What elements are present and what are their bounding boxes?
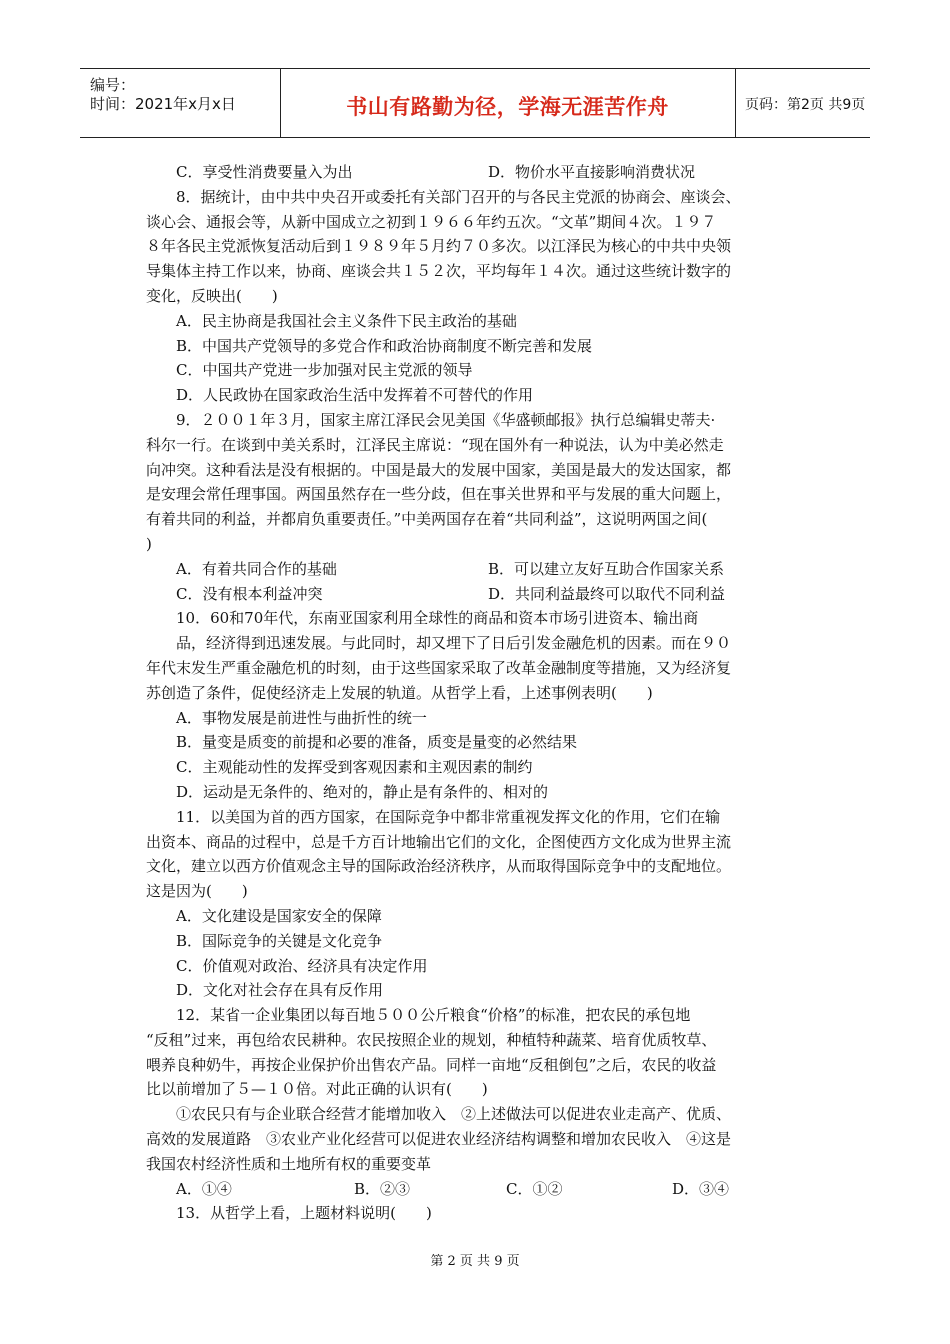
page-info: 页码：第2页 共9页 bbox=[745, 97, 866, 113]
option-d: D．物价水平直接影响消费状况 bbox=[488, 163, 696, 181]
options-row bbox=[146, 582, 810, 607]
option-c: C．主观能动性的发挥受到客观因素和主观因素的制约 bbox=[176, 758, 533, 777]
options-row bbox=[146, 1177, 810, 1202]
header-motto-cell bbox=[280, 69, 736, 137]
option-d: D．文化对社会存在具有反作用 bbox=[176, 981, 384, 1000]
question-8-text: 导集体主持工作以来，协商、座谈会共１５２次，平均每年１４次。通过这些统计数字的 bbox=[146, 262, 732, 281]
question-9-text: 有着共同的利益，并都肩负重要责任。”中美两国存在着“共同利益”，这说明两国之间( bbox=[146, 510, 708, 529]
question-11-text: 这是因为( ) bbox=[146, 882, 248, 901]
question-10-text: 10．60和70年代，东南亚国家利用全球性的商品和资本市场引进资本、输出商 bbox=[176, 609, 699, 628]
option-b: B．国际竞争的关键是文化竞争 bbox=[176, 931, 383, 950]
option-d: D．运动是无条件的、绝对的，静止是有条件的、相对的 bbox=[176, 782, 549, 801]
question-8-text: 变化，反映出( ) bbox=[146, 286, 278, 305]
question-8-text: 谈心会、通报会等，从新中国成立之初到１９６６年约五次。“文革”期间４次。１９７ bbox=[146, 212, 717, 231]
option-b: B．中国共产党领导的多党合作和政治协商制度不断完善和发展 bbox=[176, 336, 593, 355]
page-footer: 第 2 页 共 9 页 bbox=[430, 1254, 520, 1269]
question-11-text: 文化，建立以西方价值观念主导的国际政治经济秩序，从而取得国际竞争中的支配地位。 bbox=[146, 857, 732, 876]
option-b: B．②③ bbox=[354, 1179, 411, 1198]
question-12-text: “反租”过来，再包给农民耕种。农民按照企业的规划，种植特种蔬菜、培育优质牧草、 bbox=[146, 1030, 717, 1049]
question-9-text: 9．２００１年３月，国家主席江泽民会见美国《华盛顿邮报》执行总编辑史蒂夫· bbox=[176, 410, 716, 429]
question-13-text: 13．从哲学上看，上题材料说明( ) bbox=[176, 1204, 432, 1223]
question-10-text: 年代末发生严重金融危机的时刻，由于这些国家采取了改革金融制度等措施，又为经济复 bbox=[146, 658, 732, 677]
header-meta bbox=[80, 69, 281, 137]
question-12-statements: ①农民只有与企业联合经营才能增加收入 ②上述做法可以促进农业走高产、优质、 bbox=[176, 1105, 732, 1124]
option-c: C．价值观对政治、经济具有决定作用 bbox=[176, 956, 428, 975]
option-a: A．有着共同合作的基础 bbox=[176, 559, 337, 578]
option-d: D．共同利益最终可以取代不同利益 bbox=[488, 584, 726, 603]
question-9-text: 向冲突。这种看法是没有根据的。中国是最大的发展中国家，美国是最大的发达国家，都 bbox=[146, 460, 732, 479]
question-12-statements: 高效的发展道路 ③农业产业化经营可以促进农业经济结构调整和增加农民收入 ④这是 bbox=[146, 1130, 732, 1149]
question-9-text: 科尔一行。在谈到中美关系时，江泽民主席说：“现在国外有一种说法，认为中美必然走 bbox=[146, 435, 724, 454]
option-b: B．量变是质变的前提和必要的准备，质变是量变的必然结果 bbox=[176, 733, 578, 752]
header-page-cell bbox=[735, 69, 870, 137]
question-8-text: ８年各民主党派恢复活动后到１９８９年５月约７０多次。以江泽民为核心的中共中央领 bbox=[146, 237, 732, 256]
question-12-text: 比以前增加了５—１０倍。对此正确的认识有( ) bbox=[146, 1080, 488, 1099]
option-b: B．可以建立友好互助合作国家关系 bbox=[488, 559, 725, 578]
question-10-text: 品，经济得到迅速发展。与此同时，却又埋下了日后引发金融危机的因素。而在９０ bbox=[176, 634, 732, 653]
question-11-text: 11．以美国为首的西方国家，在国际竞争中都非常重视发挥文化的作用，它们在输 bbox=[176, 807, 721, 826]
motto: 书山有路勤为径，学海无涯苦作舟 bbox=[346, 95, 669, 119]
question-11-text: 出资本、商品的过程中，总是千方百计地输出它们的文化，企图使西方文化成为世界主流 bbox=[146, 832, 732, 851]
time-label: 时间：2021年x月x日 bbox=[90, 95, 236, 113]
question-12-text: 12．某省一企业集团以每百地５００公斤粮食“价格”的标准，把农民的承包地 bbox=[176, 1006, 691, 1025]
option-a: A．①④ bbox=[176, 1179, 232, 1198]
option-c: C．①② bbox=[506, 1179, 563, 1198]
question-10-text: 苏创造了条件，促使经济走上发展的轨道。从哲学上看，上述事例表明( ) bbox=[146, 683, 653, 702]
question-8-text: 8．据统计，由中共中央召开或委托有关部门召开的与各民主党派的协商会、座谈会、 bbox=[176, 187, 741, 206]
option-a: A．事物发展是前进性与曲折性的统一 bbox=[176, 708, 427, 727]
option-c: C．没有根本利益冲突 bbox=[176, 584, 323, 603]
option-a: A．文化建设是国家安全的保障 bbox=[176, 906, 382, 925]
page-header bbox=[80, 68, 870, 138]
options-row bbox=[146, 160, 810, 185]
option-c: C．享受性消费要量入为出 bbox=[176, 163, 353, 181]
number-label: 编号： bbox=[90, 76, 136, 94]
question-9-text: ) bbox=[146, 534, 152, 553]
options-row bbox=[146, 557, 810, 582]
question-12-text: 喂养良种奶牛，再按企业保护价出售农产品。同样一亩地“反租倒包”之后，农民的收益 bbox=[146, 1055, 717, 1074]
document-body bbox=[146, 160, 810, 1226]
option-a: A．民主协商是我国社会主义条件下民主政治的基础 bbox=[176, 311, 517, 330]
option-d: D．人民政协在国家政治生活中发挥着不可替代的作用 bbox=[176, 386, 534, 405]
question-9-text: 是安理会常任理事国。两国虽然存在一些分歧，但在事关世界和平与发展的重大问题上， bbox=[146, 485, 732, 504]
option-c: C．中国共产党进一步加强对民主党派的领导 bbox=[176, 361, 473, 380]
option-d: D．③④ bbox=[672, 1179, 730, 1198]
question-12-statements: 我国农村经济性质和土地所有权的重要变革 bbox=[146, 1154, 432, 1173]
